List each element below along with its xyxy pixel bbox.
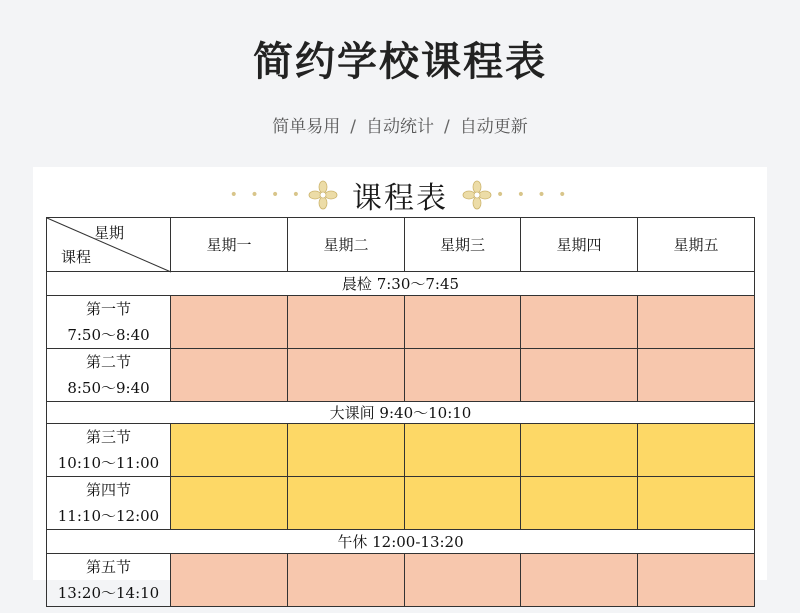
course-cell[interactable] bbox=[288, 424, 405, 477]
corner-cell bbox=[47, 218, 171, 272]
period-label bbox=[47, 554, 171, 607]
period-name: 第四节 bbox=[85, 481, 131, 499]
course-cell[interactable] bbox=[521, 477, 638, 530]
sheet-header bbox=[33, 173, 767, 217]
tag-separator: / bbox=[350, 117, 356, 137]
tag-stats: 自动统计 bbox=[366, 117, 434, 137]
course-cell[interactable] bbox=[288, 349, 405, 402]
break-lunch: 午休 12:00-13:20 bbox=[47, 530, 755, 554]
course-cell[interactable] bbox=[405, 349, 521, 402]
schedule-sheet bbox=[33, 167, 767, 602]
break-recess: 大课间 9:40～10:10 bbox=[47, 402, 755, 424]
period-label bbox=[47, 349, 171, 402]
break-row bbox=[47, 402, 755, 424]
table-header-row bbox=[47, 218, 755, 272]
course-cell[interactable] bbox=[638, 296, 755, 349]
dots-decoration-left: • • • • bbox=[229, 187, 304, 203]
course-cell[interactable] bbox=[638, 424, 755, 477]
course-cell[interactable] bbox=[521, 424, 638, 477]
course-cell[interactable] bbox=[171, 349, 288, 402]
period-name: 第五节 bbox=[85, 558, 131, 576]
feature-tags bbox=[0, 112, 800, 137]
period-time: 7:50～8:40 bbox=[67, 326, 150, 344]
day-header-mon: 星期一 bbox=[171, 218, 288, 272]
course-cell[interactable] bbox=[521, 554, 638, 607]
flower-icon bbox=[308, 180, 338, 210]
tag-easy: 简单易用 bbox=[272, 117, 341, 137]
tag-separator: / bbox=[444, 117, 450, 137]
course-cell[interactable] bbox=[171, 554, 288, 607]
course-cell[interactable] bbox=[405, 424, 521, 477]
break-morning-check: 晨检 7:30～7:45 bbox=[47, 272, 755, 296]
course-cell[interactable] bbox=[521, 296, 638, 349]
period-label bbox=[47, 296, 171, 349]
page-title: 简约学校课程表 bbox=[253, 39, 547, 85]
course-cell[interactable] bbox=[405, 296, 521, 349]
table-row bbox=[47, 349, 755, 402]
course-cell[interactable] bbox=[405, 477, 521, 530]
course-cell[interactable] bbox=[638, 349, 755, 402]
table-row bbox=[47, 554, 755, 607]
period-name: 第一节 bbox=[85, 300, 131, 318]
period-name: 第三节 bbox=[85, 428, 131, 446]
break-row bbox=[47, 530, 755, 554]
period-label bbox=[47, 477, 171, 530]
tag-update: 自动更新 bbox=[459, 117, 528, 137]
corner-label-day: 星期 bbox=[93, 224, 124, 242]
flower-icon bbox=[462, 180, 492, 210]
period-time: 11:10～12:00 bbox=[57, 507, 160, 525]
course-cell[interactable] bbox=[288, 477, 405, 530]
sheet-title: 课程表 bbox=[352, 181, 448, 216]
period-label bbox=[47, 424, 171, 477]
schedule-table bbox=[46, 217, 755, 607]
day-header-thu: 星期四 bbox=[521, 218, 638, 272]
period-time: 13:20～14:10 bbox=[57, 584, 160, 602]
course-cell[interactable] bbox=[638, 477, 755, 530]
day-header-fri: 星期五 bbox=[638, 218, 755, 272]
course-cell[interactable] bbox=[288, 554, 405, 607]
course-cell[interactable] bbox=[171, 296, 288, 349]
course-cell[interactable] bbox=[288, 296, 405, 349]
course-cell[interactable] bbox=[521, 349, 638, 402]
day-header-tue: 星期二 bbox=[288, 218, 405, 272]
period-name: 第二节 bbox=[85, 353, 131, 371]
table-row bbox=[47, 296, 755, 349]
table-row bbox=[47, 477, 755, 530]
course-cell[interactable] bbox=[405, 554, 521, 607]
course-cell[interactable] bbox=[171, 477, 288, 530]
period-time: 10:10～11:00 bbox=[57, 454, 160, 472]
table-row bbox=[47, 424, 755, 477]
dots-decoration-right: • • • • bbox=[496, 187, 571, 203]
course-cell[interactable] bbox=[638, 554, 755, 607]
day-header-wed: 星期三 bbox=[405, 218, 521, 272]
corner-label-course: 课程 bbox=[61, 248, 92, 266]
break-row bbox=[47, 272, 755, 296]
period-time: 8:50～9:40 bbox=[67, 379, 150, 397]
course-cell[interactable] bbox=[171, 424, 288, 477]
